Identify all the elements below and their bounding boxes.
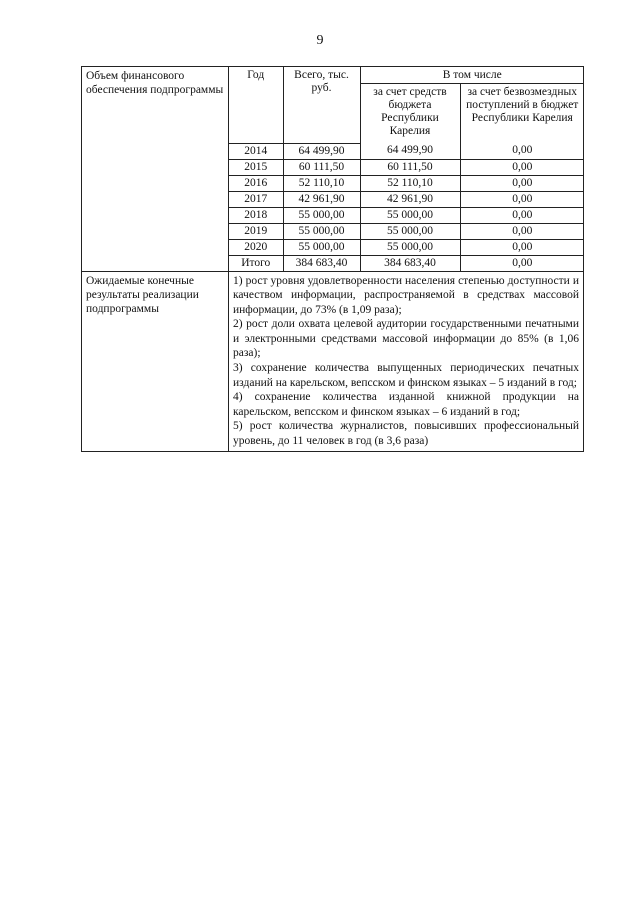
cell-year: 2018 [229,207,283,223]
result-item: 1) рост уровня удовлетворенности населения степенью доступности и качеством информации, распространяемой в средствах массовой информации, до 73% (в 1,09 раза); [233,274,579,316]
header-budget: за счет средств бюджета Республики Карелия [360,84,460,144]
cell-gratuitous: 0,00 [460,159,584,175]
cell-gratuitous: 0,00 [460,207,584,223]
header-total: Всего, тыс. руб. [283,67,360,143]
passport-table [81,66,584,452]
cell-year: Итого [229,255,283,271]
finance-data-row [229,191,584,207]
cell-year: 2017 [229,191,283,207]
cell-total: 55 000,00 [283,207,360,223]
finance-row [82,67,584,272]
cell-total: 384 683,40 [283,255,360,271]
cell-gratuitous: 0,00 [460,175,584,191]
page-number: 9 [316,33,324,48]
cell-year: 2019 [229,223,283,239]
cell-total: 64 499,90 [283,143,360,159]
header-gratuitous: за счет безвозмездных поступлений в бюджет Республики Карелия [460,84,584,144]
cell-total: 42 961,90 [283,191,360,207]
finance-body [229,143,584,271]
results-row [82,271,584,451]
finance-data-row [229,143,584,159]
result-item: 3) сохранение количества выпущенных периодических печатных изданий на карельском, вепсском и финском языках – 5 изданий в год; [233,362,579,389]
cell-total: 55 000,00 [283,239,360,255]
cell-budget: 42 961,90 [360,191,460,207]
cell-gratuitous: 0,00 [460,239,584,255]
cell-budget: 60 111,50 [360,159,460,175]
cell-gratuitous: 0,00 [460,143,584,159]
cell-gratuitous: 0,00 [460,223,584,239]
cell-budget: 64 499,90 [360,143,460,159]
cell-total: 52 110,10 [283,175,360,191]
finance-header-row [229,67,584,84]
cell-year: 2015 [229,159,283,175]
cell-year: 2020 [229,239,283,255]
results-label: Ожидаемые конечные результаты реализации подпрограммы [82,271,229,451]
finance-cell [229,67,584,272]
finance-label: Объем финансового обеспечения подпрограммы [82,67,229,272]
cell-budget: 52 110,10 [360,175,460,191]
finance-data-row [229,175,584,191]
finance-data-row [229,255,584,271]
result-item: 4) сохранение количества изданной книжной продукции на карельском, вепсском и финском языках – 6 изданий в год; [233,391,579,418]
finance-data-row [229,207,584,223]
cell-budget: 384 683,40 [360,255,460,271]
header-including: В том числе [360,67,584,84]
results-cell [229,271,584,451]
result-item: 5) рост количества журналистов, повысивших профессиональный уровень, до 11 человек в год (в 3,6 раза) [233,420,579,448]
cell-total: 60 111,50 [283,159,360,175]
cell-budget: 55 000,00 [360,207,460,223]
result-item: 2) рост доли охвата целевой аудитории государственными печатными и электронными средствами массовой информации до 85% (в 1,06 раза); [233,318,579,360]
cell-year: 2014 [229,143,283,159]
cell-budget: 55 000,00 [360,223,460,239]
header-year: Год [229,67,283,143]
cell-gratuitous: 0,00 [460,191,584,207]
finance-data-row [229,159,584,175]
cell-gratuitous: 0,00 [460,255,584,271]
finance-data-row [229,239,584,255]
finance-table [229,67,584,271]
cell-total: 55 000,00 [283,223,360,239]
finance-data-row [229,223,584,239]
cell-year: 2016 [229,175,283,191]
cell-budget: 55 000,00 [360,239,460,255]
